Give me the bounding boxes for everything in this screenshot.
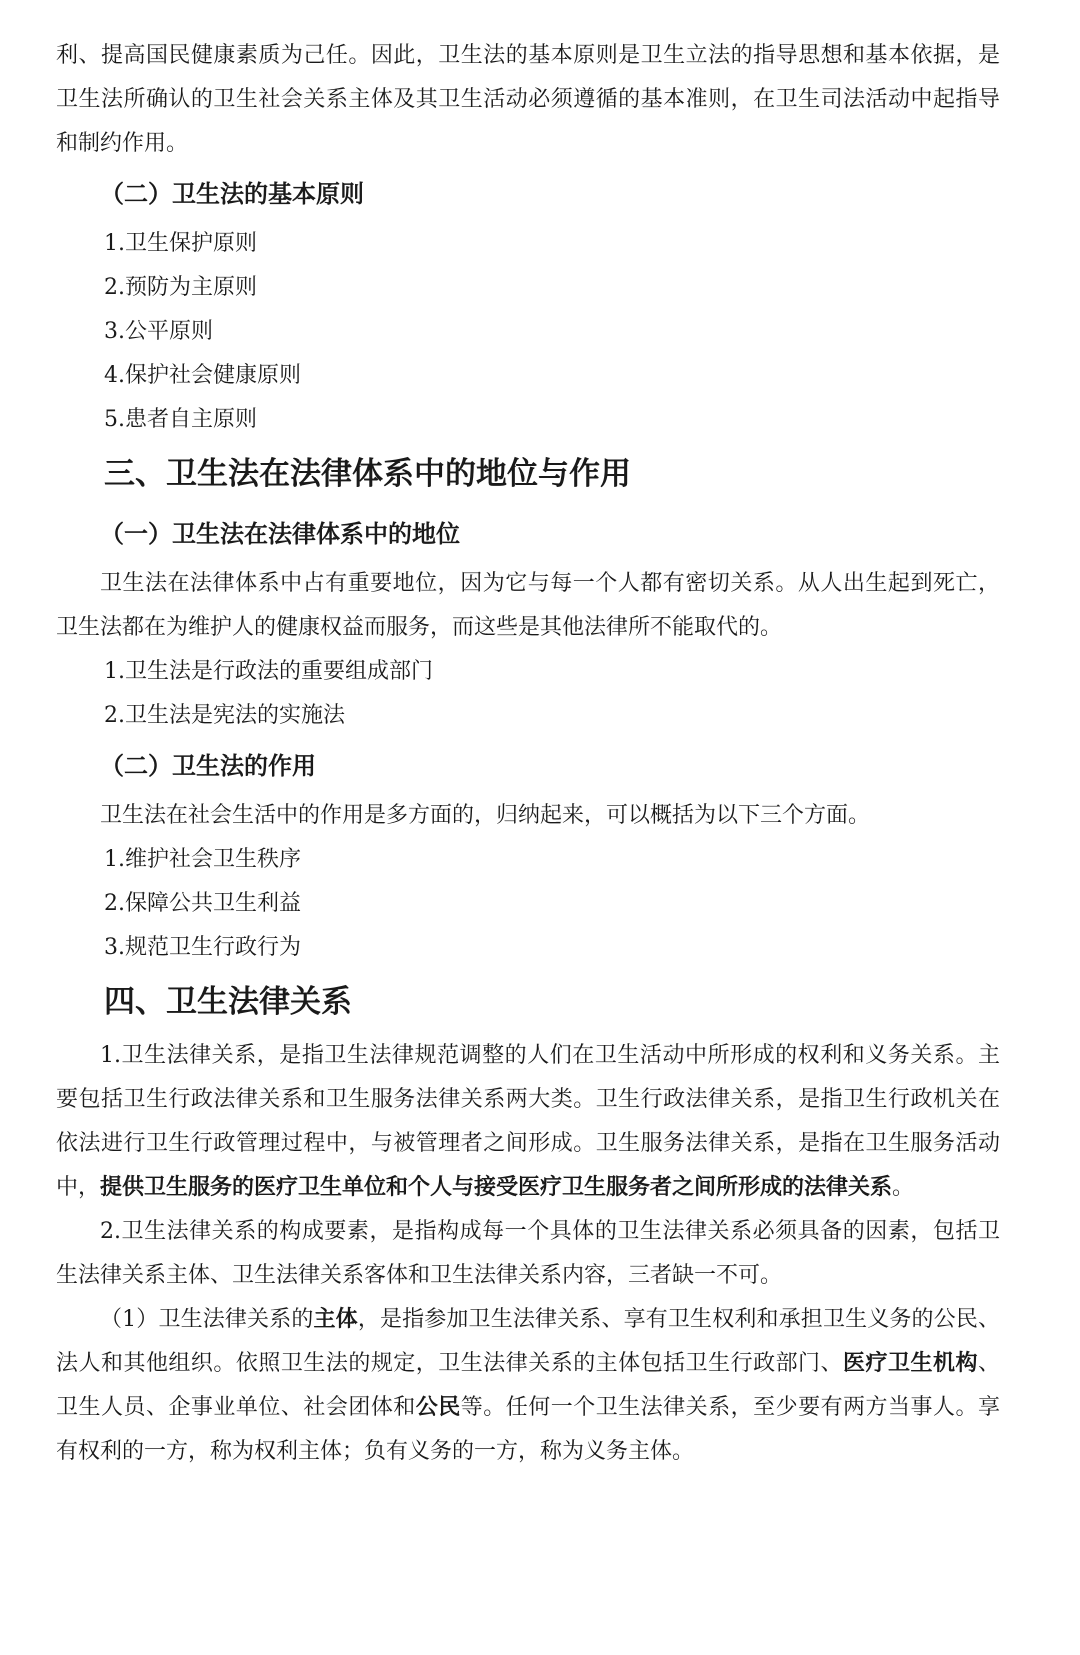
- principle-item: 5.患者自主原则: [104, 407, 257, 432]
- legal-relation-bold: 提供卫生服务的医疗卫生单位和个人与接受医疗卫生服务者之间所形成的法律关系: [100, 1175, 893, 1200]
- legal-relation-paragraph: [56, 1034, 1000, 1210]
- section-4-heading: 四、卫生法律关系: [104, 984, 352, 1020]
- subject-bold-institution: 医疗卫生机构: [843, 1351, 978, 1376]
- legal-relation-text: 1.卫生法律关系，是指卫生法律规范调整的人们在卫生活动中所形成的权利和义务关系。主要包括卫生行政法律关系和卫生服务法律关系两大类。卫生行政法律关系，是指卫生行政机关在依法进行卫生行政管理过程中，与被管理者之间形成。卫生服务法律关系，是指在卫生服务活动中，: [56, 1043, 1000, 1200]
- principle-item: 4.保护社会健康原则: [104, 363, 301, 388]
- elements-paragraph: 2.卫生法律关系的构成要素，是指构成每一个具体的卫生法律关系必须具备的因素，包括卫生法律关系主体、卫生法律关系客体和卫生法律关系内容，三者缺一不可。: [56, 1219, 1000, 1288]
- intro-paragraph: 利、提高国民健康素质为己任。因此，卫生法的基本原则是卫生立法的指导思想和基本依据，是卫生法所确认的卫生社会关系主体及其卫生活动必须遵循的基本准则，在卫生司法活动中起指导和制约作用。: [56, 43, 1000, 156]
- position-item: 2.卫生法是宪法的实施法: [104, 703, 345, 728]
- position-paragraph: 卫生法在法律体系中占有重要地位，因为它与每一个人都有密切关系。从人出生起到死亡，卫生法都在为维护人的健康权益而服务，而这些是其他法律所不能取代的。: [56, 571, 1000, 640]
- principles-heading: （二）卫生法的基本原则: [100, 180, 364, 208]
- role-item: 3.规范卫生行政行为: [104, 935, 301, 960]
- legal-relation-end: 。: [892, 1175, 915, 1200]
- subject-bold-subject: 主体: [313, 1307, 358, 1332]
- role-paragraph: 卫生法在社会生活中的作用是多方面的，归纳起来，可以概括为以下三个方面。: [100, 803, 871, 828]
- role-heading: （二）卫生法的作用: [100, 752, 316, 780]
- subject-text-d: 等。任何一个卫生法律关系，至少要有两方当事人。享有权利的一方，称为权利主体；负有义务的一方，称为义务主体。: [56, 1395, 1000, 1464]
- section-3-heading: 三、卫生法在法律体系中的地位与作用: [104, 456, 631, 492]
- position-heading: （一）卫生法在法律体系中的地位: [100, 520, 460, 548]
- subject-text-c: 、卫生人员、企事业单位、社会团体和: [56, 1351, 1000, 1420]
- principle-item: 3.公平原则: [104, 319, 213, 344]
- subject-text-b: ，是指参加卫生法律关系、享有卫生权利和承担卫生义务的公民、法人和其他组织。依照卫生法的规定，卫生法律关系的主体包括卫生行政部门、: [56, 1307, 1000, 1376]
- role-item: 2.保障公共卫生利益: [104, 891, 301, 916]
- subject-text-a: （1）卫生法律关系的: [100, 1307, 314, 1332]
- principle-item: 2.预防为主原则: [104, 275, 257, 300]
- top-margin: [56, 0, 1000, 34]
- position-item: 1.卫生法是行政法的重要组成部门: [104, 659, 433, 684]
- subject-bold-citizen: 公民: [415, 1395, 461, 1420]
- role-item: 1.维护社会卫生秩序: [104, 847, 301, 872]
- subject-paragraph: [56, 1298, 1000, 1474]
- principle-item: 1.卫生保护原则: [104, 231, 257, 256]
